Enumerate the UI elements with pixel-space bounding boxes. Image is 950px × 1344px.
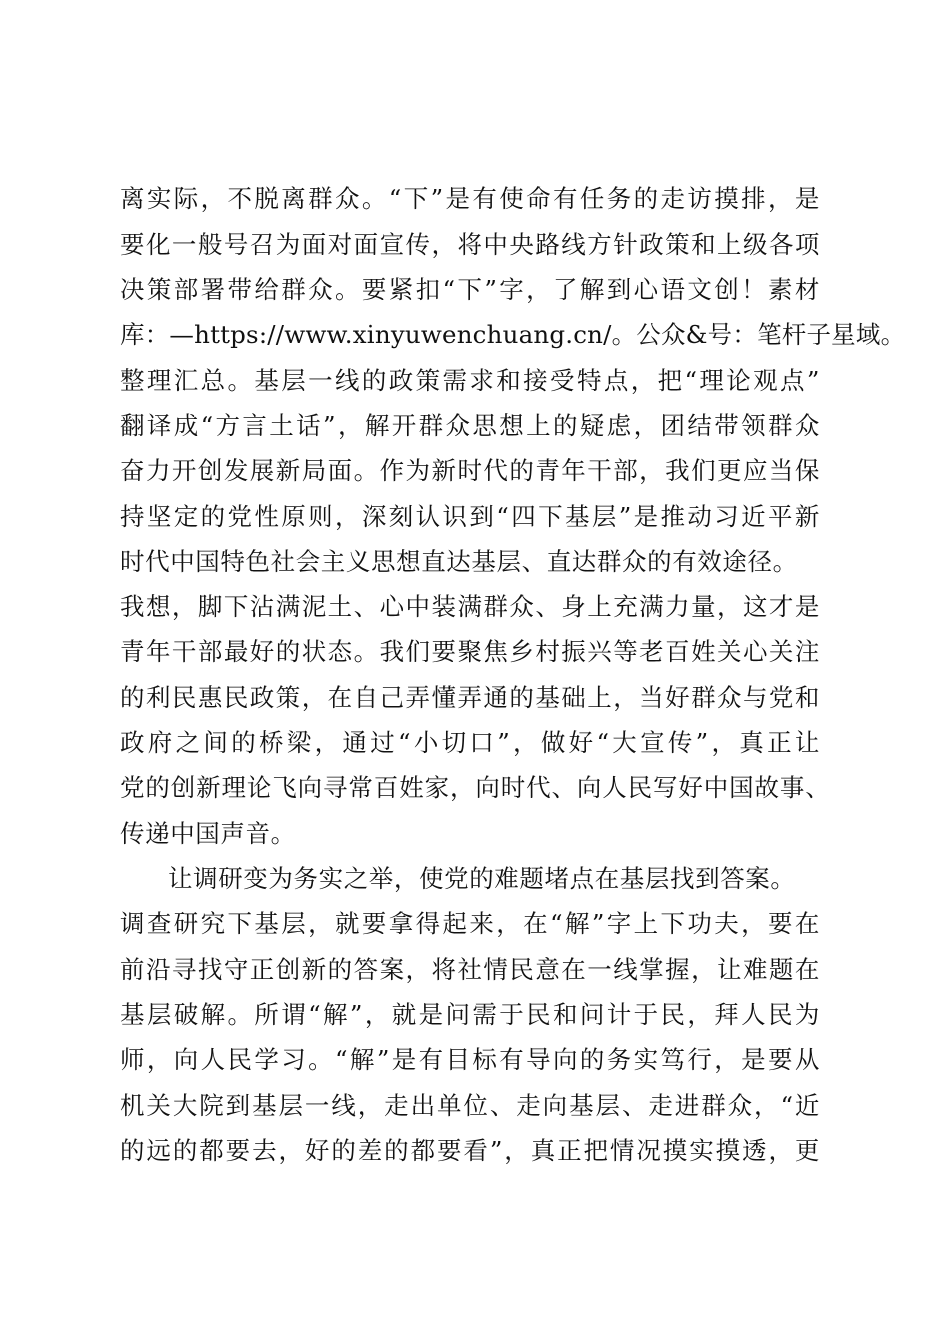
text-line: 师，向人民学习。“解”是有目标有导向的务实笃行，是要从 <box>120 1045 820 1074</box>
text-line: 前沿寻找守正创新的答案，将社情民意在一线掌握，让难题在 <box>120 955 820 984</box>
text-line: 时代中国特色社会主义思想直达基层、直达群众的有效途径。 <box>120 547 798 576</box>
text-line: 的远的都要去，好的差的都要看”，真正把情况摸实摸透，更 <box>120 1136 820 1165</box>
text-line: 党的创新理论飞向寻常百姓家，向时代、向人民写好中国故事、 <box>120 773 830 802</box>
text-line: 的利民惠民政策，在自己弄懂弄通的基础上，当好群众与党和 <box>120 683 820 712</box>
text-line: 决策部署带给群众。要紧扣“下”字，了解到心语文创！素材 <box>120 275 820 304</box>
text-line: 要化一般号召为面对面宣传，将中央路线方针政策和上级各项 <box>120 230 820 259</box>
text-line: 调查研究下基层，就要拿得起来，在“解”字上下功夫，要在 <box>120 909 820 938</box>
text-line: 传递中国声音。 <box>120 819 296 848</box>
text-line: 整理汇总。基层一线的政策需求和接受特点，把“理论观点” <box>120 366 820 395</box>
text-line: 离实际，不脱离群众。“下”是有使命有任务的走访摸排，是 <box>120 184 820 213</box>
text-line: 奋力开创发展新局面。作为新时代的青年干部，我们更应当保 <box>120 456 820 485</box>
text-line: 我想，脚下沾满泥土、心中装满群众、身上充满力量，这才是 <box>120 592 820 621</box>
text-line: 政府之间的桥梁，通过“小切口”，做好“大宣传”，真正让 <box>120 728 820 757</box>
text-line: 库：—https://www.xinyuwenchuang.cn/。公众&号：笔杆子星域。 <box>120 320 906 349</box>
text-line: 持坚定的党性原则，深刻认识到“四下基层”是推动习近平新 <box>120 502 820 531</box>
text-line: 机关大院到基层一线，走出单位、走向基层、走进群众，“近 <box>120 1091 820 1120</box>
text-line: 青年干部最好的状态。我们要聚焦乡村振兴等老百姓关心关注 <box>120 637 820 666</box>
text-line: 基层破解。所谓“解”，就是问需于民和问计于民，拜人民为 <box>120 1000 820 1029</box>
text-line: 翻译成“方言土话”，解开群众思想上的疑虑，团结带领群众 <box>120 411 820 440</box>
paragraph-first-line: 让调研变为务实之举，使党的难题堵点在基层找到答案。 <box>168 864 796 893</box>
